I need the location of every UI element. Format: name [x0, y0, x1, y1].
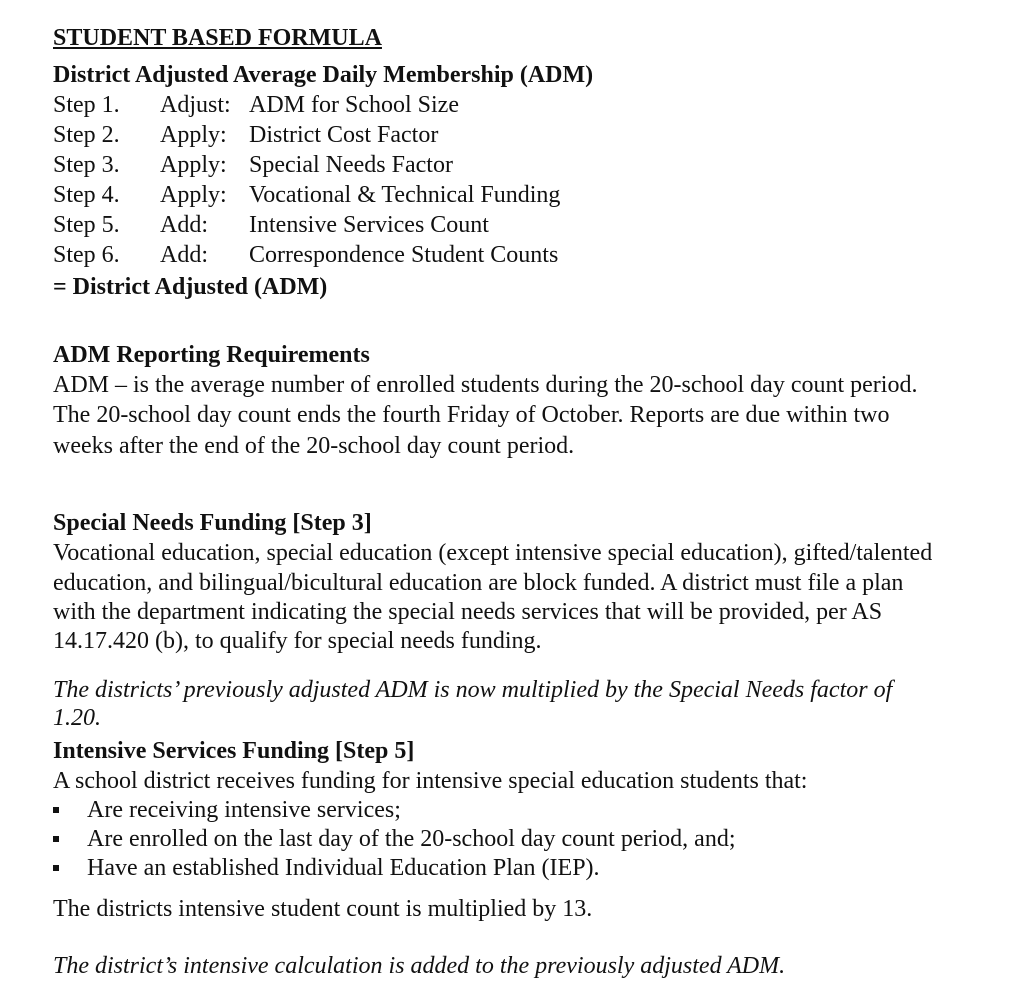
step-number: Step 1.	[53, 92, 120, 118]
document-title: STUDENT BASED FORMULA	[53, 25, 382, 51]
bullet-icon	[53, 807, 59, 813]
step-row	[53, 90, 459, 120]
special-needs-heading: Special Needs Funding [Step 3]	[53, 510, 372, 536]
step-number: Step 4.	[53, 182, 120, 208]
intensive-intro: A school district receives funding for intensive special education students that:	[53, 768, 808, 794]
step-item: Intensive Services Count	[249, 212, 489, 238]
step-number: Step 6.	[53, 242, 120, 268]
bullet-icon	[53, 865, 59, 871]
step-item: Vocational & Technical Funding	[249, 182, 561, 208]
bullet-item	[53, 795, 401, 825]
adm-heading: District Adjusted Average Daily Membership (ADM)	[53, 62, 594, 88]
step-row	[53, 240, 558, 270]
special-needs-text: with the department indicating the special needs services that will be provided, per AS	[53, 599, 883, 625]
bullet-text: Are enrolled on the last day of the 20-school day count period, and;	[87, 826, 736, 852]
special-needs-text: education, and bilingual/bicultural education are block funded. A district must file a plan	[53, 570, 904, 596]
step-item: ADM for School Size	[249, 92, 459, 118]
step-verb: Adjust:	[160, 92, 231, 118]
step-verb: Apply:	[160, 122, 227, 148]
step-row	[53, 210, 489, 240]
step-verb: Add:	[160, 212, 208, 238]
special-needs-text: Vocational education, special education (except intensive special education), gifted/talented	[53, 540, 933, 566]
step-row	[53, 150, 453, 180]
step-number: Step 3.	[53, 152, 120, 178]
reporting-text: ADM – is the average number of enrolled students during the 20-school day count period.	[53, 372, 918, 398]
bullet-item	[53, 824, 735, 854]
step-number: Step 2.	[53, 122, 120, 148]
step-verb: Apply:	[160, 182, 227, 208]
reporting-text: The 20-school day count ends the fourth Friday of October. Reports are due within two	[53, 402, 890, 428]
special-needs-note: 1.20.	[53, 705, 101, 731]
step-verb: Add:	[160, 242, 208, 268]
step-row	[53, 120, 438, 150]
step-number: Step 5.	[53, 212, 120, 238]
intensive-note: The district’s intensive calculation is added to the previously adjusted ADM.	[53, 953, 786, 979]
step-item: Correspondence Student Counts	[249, 242, 559, 268]
bullet-item	[53, 853, 600, 883]
intensive-heading: Intensive Services Funding [Step 5]	[53, 738, 415, 764]
step-item: District Cost Factor	[249, 122, 439, 148]
step-row	[53, 180, 560, 210]
intensive-multiplier: The districts intensive student count is multiplied by 13.	[53, 896, 593, 922]
bullet-text: Are receiving intensive services;	[87, 797, 401, 823]
step-verb: Apply:	[160, 152, 227, 178]
special-needs-text: 14.17.420 (b), to qualify for special needs funding.	[53, 628, 542, 654]
result-line: = District Adjusted (ADM)	[53, 274, 328, 300]
step-item: Special Needs Factor	[249, 152, 453, 178]
reporting-heading: ADM Reporting Requirements	[53, 342, 370, 368]
bullet-icon	[53, 836, 59, 842]
special-needs-note: The districts’ previously adjusted ADM is now multiplied by the Special Needs factor of	[53, 677, 893, 703]
bullet-text: Have an established Individual Education Plan (IEP).	[87, 855, 600, 881]
reporting-text: weeks after the end of the 20-school day count period.	[53, 433, 575, 459]
